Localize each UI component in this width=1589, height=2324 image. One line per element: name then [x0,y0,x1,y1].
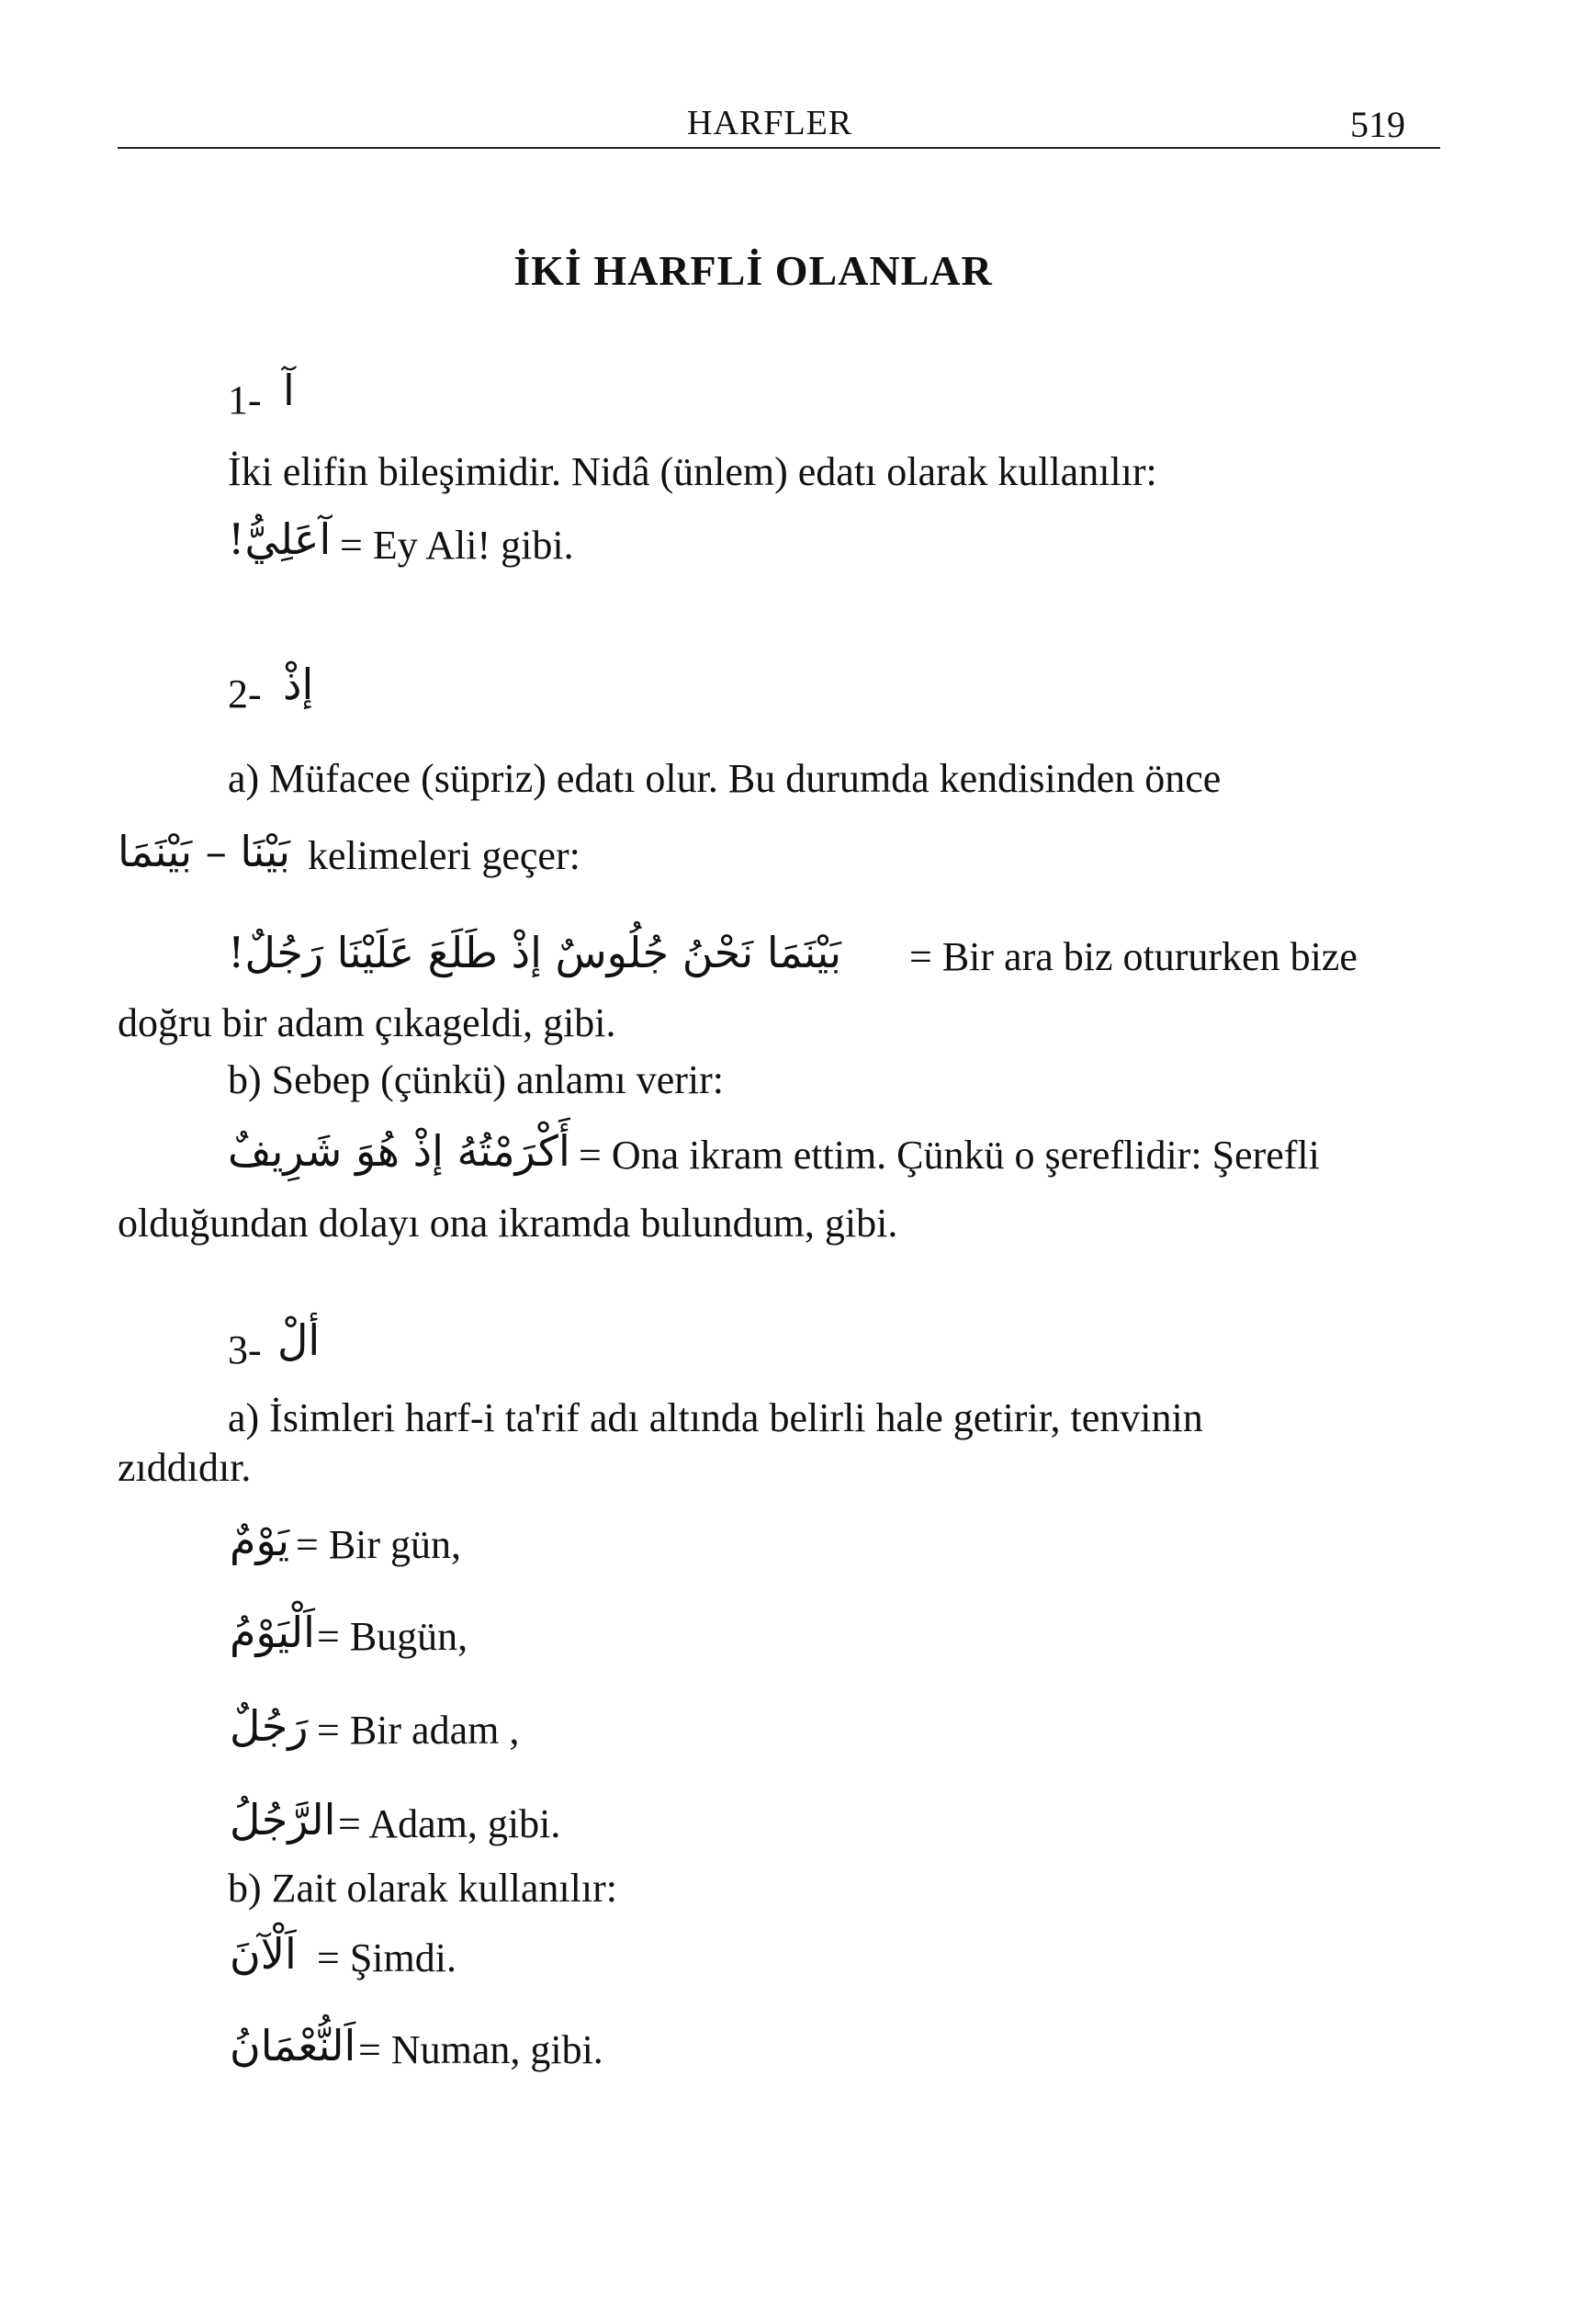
item-2-example-2-arabic: أَكْرَمْتُهُ إذْ هُوَ شَرِيفٌ [228,1126,570,1176]
item-3-a-line-2: zıddıdır. [118,1445,252,1490]
item-3-example-a-4-text: = Adam, gibi. [338,1801,561,1846]
item-3-example-a-3-arabic: رَجُلٌ [230,1701,309,1751]
item-3-b-line: b) Zait olarak kullanılır: [228,1866,617,1911]
item-3-a-line-1: a) İsimleri harf-i ta'rif adı altında belirli hale getirir, tenvinin [228,1395,1203,1440]
section-title: İKİ HARFLİ OLANLAR [513,247,993,294]
running-head: HARFLER [687,104,853,142]
item-3-arabic: ألْ [277,1315,321,1365]
item-2-arabic: إذْ [283,660,314,709]
item-3-number: 3- [228,1327,262,1372]
item-2-example-1-arabic: بَيْنَمَا نَحْنُ جُلُوسٌ إذْ طَلَعَ عَلَيْنَا رَجُلٌ! [228,928,842,977]
item-3-example-b-1-arabic: اَلْآنَ [230,1929,297,1979]
item-3-example-b-1-text: = Şimdi. [317,1935,456,1980]
item-3-example-a-2-arabic: اَلْيَوْمُ [230,1608,315,1657]
item-2-a-line-2: kelimeleri geçer: [308,833,580,878]
item-1-arabic: آ [283,366,295,415]
item-1-number: 1- [228,378,262,423]
item-2-example-1-cont: doğru bir adam çıkageldi, gibi. [118,1000,616,1045]
item-3-example-a-4-arabic: الرَّجُلُ [230,1795,336,1845]
item-1-example-arabic: آعَلِيُّ! [228,514,332,564]
item-2-example-1-text: = Bir ara biz otururken bize [909,934,1358,979]
item-1-example-text: = Ey Ali! gibi. [340,523,574,568]
item-2-a-arabic-words: بَيْنَا – بَيْنَمَا [118,827,290,876]
item-2-example-2-text: = Ona ikram ettim. Çünkü o şereflidir: Şerefli [579,1133,1320,1178]
page-number: 519 [1350,104,1405,145]
item-2-a-line-1: a) Müfacee (süpriz) edatı olur. Bu durumda kendisinden önce [228,756,1222,801]
item-2-b-line: b) Sebep (çünkü) anlamı verir: [228,1057,725,1102]
item-2-number: 2- [228,671,262,716]
item-3-example-a-2-text: = Bugün, [317,1614,468,1659]
item-1-line-1: İki elifin bileşimidir. Nidâ (ünlem) edatı olarak kullanılır: [228,449,1157,494]
item-3-example-a-1-arabic: يَوْمٌ [230,1516,290,1565]
item-3-example-a-1-text: = Bir gün, [296,1522,462,1567]
header-rule [118,147,1440,149]
item-3-example-b-2-arabic: اَلنُّعْمَانُ [230,2021,356,2070]
item-3-example-a-3-text: = Bir adam , [317,1708,520,1753]
item-3-example-b-2-text: = Numan, gibi. [358,2027,603,2072]
item-2-example-2-cont: olduğundan dolayı ona ikramda bulundum, gibi. [118,1201,898,1246]
